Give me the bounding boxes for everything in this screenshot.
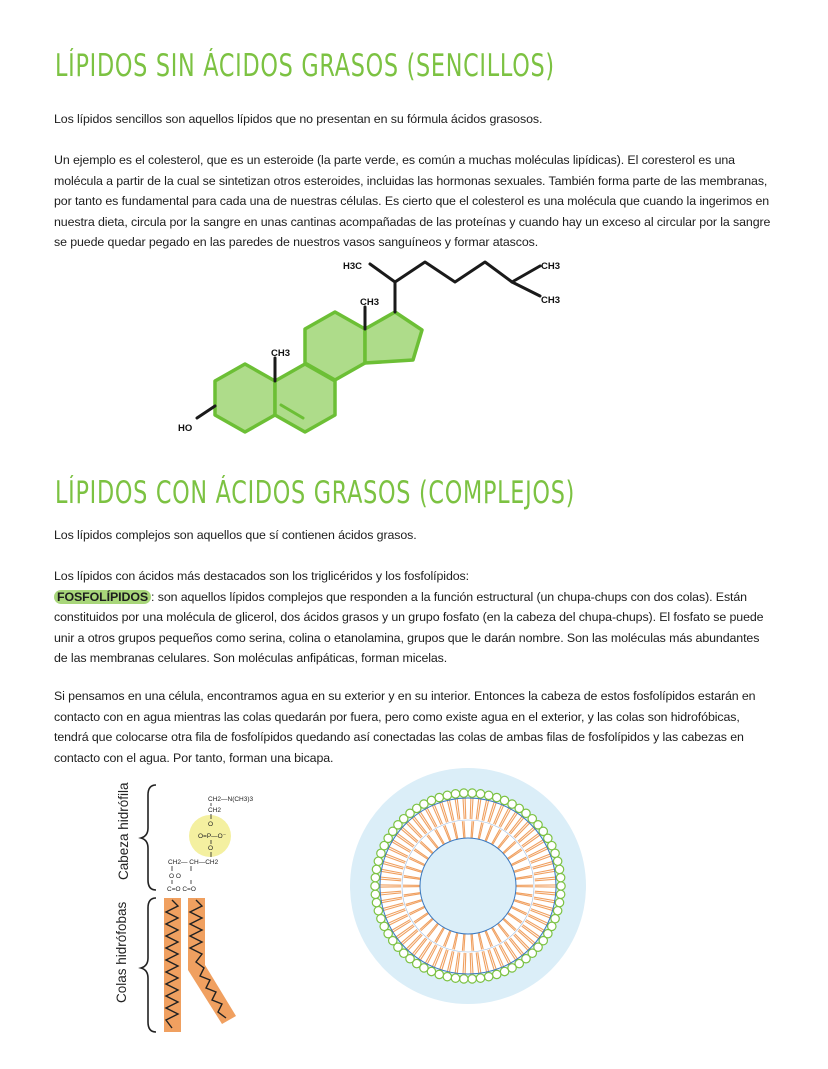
formula-ester-o: O O: [169, 873, 181, 880]
outer-leaflet-head: [435, 970, 443, 978]
outer-leaflet-head: [374, 857, 382, 865]
outer-leaflet-head: [427, 796, 435, 804]
outer-leaflet-head: [374, 907, 382, 915]
paragraph-lipid-types-intro: Los lípidos con ácidos más destacados son los triglicéridos y los fosfolípidos:: [54, 569, 469, 583]
outer-leaflet-head: [468, 975, 476, 983]
ring-a: [215, 364, 275, 432]
outer-leaflet-head: [493, 970, 501, 978]
formula-ch2: CH2: [208, 807, 222, 814]
outer-leaflet-head: [556, 873, 564, 881]
ring-d: [365, 312, 422, 363]
formula-glycerol: CH2— CH—CH2: [168, 859, 219, 866]
outer-leaflet-head: [371, 882, 379, 890]
outer-leaflet-head: [451, 974, 459, 982]
ch3-label-left: CH3: [271, 348, 291, 359]
outer-leaflet-head: [371, 890, 379, 898]
cholesterol-structure-diagram: [170, 250, 590, 440]
formula-o1: O: [208, 821, 214, 828]
tails-brace: [141, 898, 156, 1032]
ring-c: [305, 312, 365, 380]
outer-leaflet-head: [556, 890, 564, 898]
ch3-label-right-bottom: CH3: [541, 295, 561, 306]
formula-o2: O: [208, 845, 214, 852]
outer-leaflet-head: [555, 898, 563, 906]
outer-leaflet-head: [460, 975, 468, 983]
outer-leaflet-head: [443, 791, 451, 799]
outer-leaflet-head: [476, 790, 484, 798]
outer-leaflet-head: [371, 873, 379, 881]
outer-leaflet-head: [484, 791, 492, 799]
formula-phosphate: O=P—O⁻: [198, 833, 227, 840]
ch3-label-right-top: CH3: [541, 261, 561, 272]
outer-leaflet-head: [553, 857, 561, 865]
outer-leaflet-head: [372, 898, 380, 906]
formula-carbonyl: C=O C=O: [167, 886, 196, 893]
outer-leaflet-head: [557, 882, 565, 890]
outer-leaflet-head: [476, 974, 484, 982]
outer-leaflet-head: [551, 849, 559, 857]
ch3-label-mid: CH3: [360, 297, 380, 308]
outer-leaflet-head: [372, 865, 380, 873]
paragraph-complex-lipids-definition: Los lípidos complejos son aquellos que sí contienen ácidos grasos.: [54, 528, 417, 542]
fatty-acid-tail-right: [188, 898, 236, 1024]
section-title-complex-lipids: LÍPIDOS CON ÁCIDOS GRASOS (COMPLEJOS): [55, 475, 576, 511]
outer-leaflet-head: [377, 914, 385, 922]
inner-water: [420, 838, 516, 934]
outer-leaflet-head: [468, 789, 476, 797]
lipid-bilayer-vesicle-diagram: [350, 768, 590, 1008]
paragraph-bilayer: Si pensamos en una célula, encontramos agua en su exterior y en su interior. Entonces la cabeza de estos fosfolípidos estarán en contacto con en agua mientras las colas quedarán por fuera, pero como existe agua en el exterior, y las colas son hidrofóbicas, tendrá que colocarse otra fila de fosfolípidos quedando así conectadas las colas de ambas filas de fosfolípidos y las cabezas en contacto con el agua. Por tanto, forman una bicapa.: [54, 689, 756, 765]
outer-leaflet-head: [443, 972, 451, 980]
fosfolipidos-description: : son aquellos lípidos complejos que responden a la función estructural (un chupa-chups con dos colas). Están constituidos por una molécula de glicerol, dos ácidos grasos y un grupo fosfato (en la cabeza del chupa-chups). El fosfato se puede unir a otros grupos pequeños como serina, colina o etanolamina, grupos que le darán nombre. Son las moléculas más abundantes de las membranas celulares. Son moléculas anfipáticas, forman micelas.: [54, 589, 764, 665]
label-hydrophilic-head: Cabeza hidrófila: [116, 782, 131, 880]
outer-leaflet-head: [460, 789, 468, 797]
outer-leaflet-head: [553, 907, 561, 915]
paragraph-simple-lipids-definition: Los lípidos sencillos son aquellos lípidos que no presentan en su fórmula ácidos grasosos.: [54, 112, 543, 126]
formula-choline: CH2—N(CH3)3: [208, 796, 254, 803]
outer-leaflet-head: [493, 793, 501, 801]
section-title-simple-lipids: LÍPIDOS SIN ÁCIDOS GRASOS (SENCILLOS): [55, 48, 555, 84]
paragraph-phospholipids: [54, 566, 774, 669]
outer-leaflet-head: [484, 972, 492, 980]
head-brace: [141, 785, 156, 890]
paragraph-cholesterol: Un ejemplo es el colesterol, que es un esteroide (la parte verde, es común a muchas moléculas lipídicas). El coresterol es una molécula a partir de la cual se sintetizan otros esteroides, incluidas las hormonas sexuales. También forma parte de las membranas, por tanto es fundamental para cada una de nuestras células. Es cierto que el colesterol es una molécula que cuando la ingerimos en nuestra dieta, circula por la sangre en unas cantinas acompañadas de las proteínas y cuando hay un exceso al circular por la sangre se puede quedar pegado en las paredes de nuestros vasos sanguíneos y formar atascos.: [54, 153, 771, 249]
outer-leaflet-head: [500, 967, 508, 975]
outer-leaflet-head: [451, 790, 459, 798]
fosfolipidos-highlight: FOSFOLÍPIDOS: [54, 590, 151, 604]
outer-leaflet-head: [555, 865, 563, 873]
label-hydrophobic-tails: Colas hidrófobas: [114, 901, 129, 1003]
outer-leaflet-head: [435, 793, 443, 801]
ho-label: HO: [178, 423, 193, 434]
h3c-label: H3C: [343, 261, 363, 272]
